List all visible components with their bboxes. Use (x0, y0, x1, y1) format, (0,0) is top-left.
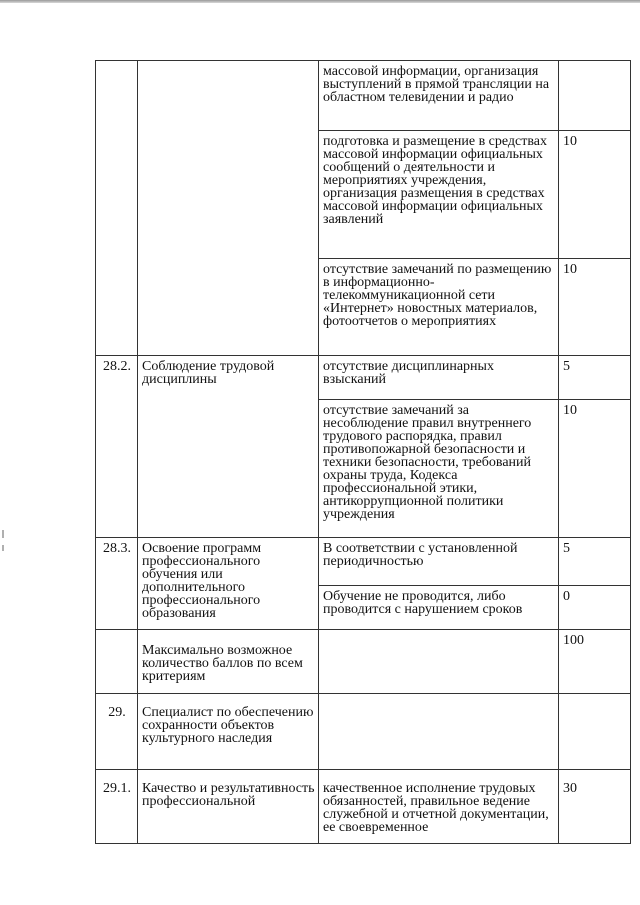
points-value (559, 694, 631, 770)
points-value: 5 (559, 356, 631, 400)
indicator-name: Освоение программ профессионального обучения или дополнительного профессионального образования (138, 538, 319, 630)
criterion-text: отсутствие замечаний по размещению в информационно-телекоммуникационной сети «Интернет» новостных материалов, фотоотчетов о мероприятиях (319, 259, 559, 356)
row-number: 28.2. (96, 356, 138, 538)
table-row (96, 694, 631, 770)
scan-left-mark (2, 530, 4, 538)
row-number: 29. (96, 694, 138, 770)
indicator-name: Соблюдение трудовой дисциплины (138, 356, 319, 538)
points-value: 10 (559, 131, 631, 259)
row-number: 28.3. (96, 538, 138, 630)
criterion-text: отсутствие дисциплинарных взысканий (319, 356, 559, 400)
points-value: 10 (559, 259, 631, 356)
row-number (96, 61, 138, 356)
table-row (96, 630, 631, 694)
points-value: 30 (559, 770, 631, 844)
criterion-text (319, 630, 559, 694)
scan-top-edge (0, 0, 640, 3)
points-value: 100 (559, 630, 631, 694)
points-value (559, 61, 631, 131)
indicator-name (138, 61, 319, 356)
criterion-text (319, 694, 559, 770)
criterion-text: качественное исполнение трудовых обязанностей, правильное ведение служебной и отчетной документации, ее своевременное (319, 770, 559, 844)
table-row (96, 770, 631, 844)
table-row (96, 538, 631, 586)
table-row (96, 356, 631, 400)
indicator-name: Качество и результативность профессиональной (138, 770, 319, 844)
criterion-text: В соответствии с установленной периодичностью (319, 538, 559, 586)
points-value: 10 (559, 400, 631, 538)
row-number (96, 630, 138, 694)
criterion-text: отсутствие замечаний за несоблюдение правил внутреннего трудового распорядка, правил противопожарной безопасности и техники безопасности, требований охраны труда, Кодекса профессиональной этики, антикоррупционной политики учреждения (319, 400, 559, 538)
scan-left-mark (2, 545, 4, 551)
criterion-text: Обучение не проводится, либо проводится с нарушением сроков (319, 586, 559, 630)
indicator-name: Специалист по обеспечению сохранности объектов культурного наследия (138, 694, 319, 770)
row-number: 29.1. (96, 770, 138, 844)
points-value: 5 (559, 538, 631, 586)
criteria-table (95, 60, 631, 844)
points-value: 0 (559, 586, 631, 630)
criterion-text: массовой информации, организация выступлений в прямой трансляции на областном телевидении и радио (319, 61, 559, 131)
criterion-text: подготовка и размещение в средствах массовой информации официальных сообщений о деятельности и мероприятиях учреждения, организация размещения в средствах массовой информации официальных заявлений (319, 131, 559, 259)
table-row (96, 61, 631, 131)
indicator-name: Максимально возможное количество баллов по всем критериям (138, 630, 319, 694)
